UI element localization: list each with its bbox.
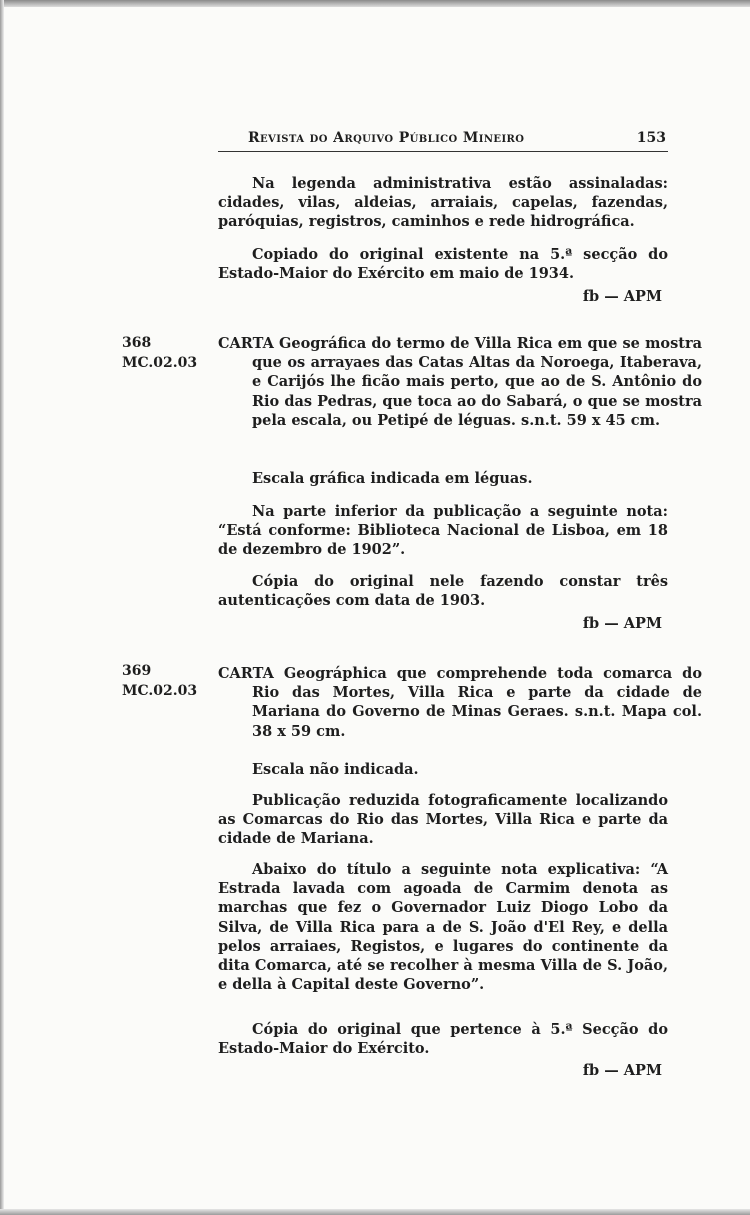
paragraph-scale: Escala gráfica indicada em léguas. [252, 470, 533, 487]
entry-title-368: CARTA Geográfica do termo de Villa Rica em que se mostra que os arrayaes das Catas Altas da Noroega, Itaberava, e Carijós lhe ficão mais perto, que ao de S. Antônio do Rio das Pedras, que toca ao do Sabará, o que se mostra pela escala, ou Petipé de léguas. s.n.t. 59 x 45 cm. [218, 335, 702, 429]
paragraph-copy: Cópia do original nele fazendo constar três autenticações com data de 1903. [218, 573, 668, 610]
paragraph-note: Na parte inferior da publicação a seguinte nota: “Está conforme: Biblioteca Nacional de Lisboa, em 18 de dezembro de 1902”. [218, 503, 668, 559]
entry-number: 369 [122, 663, 152, 679]
scan-edge-top [0, 0, 750, 7]
catalog-code-368 [122, 333, 212, 373]
entry-code: MC.02.03 [122, 355, 198, 371]
scan-edge-left [0, 0, 4, 1215]
entry-number: 368 [122, 335, 152, 351]
scan-edge-bottom [0, 1209, 750, 1215]
catalog-code-369 [122, 661, 212, 701]
paragraph-publication: Publicação reduzida fotograficamente localizando as Comarcas do Rio das Mortes, Villa Rica e parte da cidade de Mariana. [218, 792, 668, 848]
paragraph-explanatory-note: Abaixo do título a seguinte nota explicativa: “A Estrada lavada com agoada de Carmim denota as marchas que fez o Governador Luiz Diogo Lobo da Silva, de Villa Rica para a de S. João d'El Rey, e della pelos arraiaes, Registos, e lugares do continente da dita Comarca, até se recolher à mesma Villa de S. João, e della à Capital deste Governo”. [218, 861, 668, 994]
page-number: 153 [636, 130, 666, 146]
signature: fb — APM [582, 1062, 662, 1079]
running-title: Revista do Arquivo Público Mineiro [248, 130, 525, 146]
paragraph-copy-note: Copiado do original existente na 5.ª secção do Estado-Maior do Exército em maio de 1934. [218, 246, 668, 283]
page-header [218, 129, 668, 152]
entry-code: MC.02.03 [122, 683, 198, 699]
paragraph-copy: Cópia do original que pertence à 5.ª Secção do Estado-Maior do Exército. [218, 1021, 668, 1058]
paragraph-legend: Na legenda administrativa estão assinaladas: cidades, vilas, aldeias, arraiais, capelas, fazendas, paróquias, registros, caminhos e rede hidrográfica. [218, 175, 668, 231]
paragraph-scale: Escala não indicada. [252, 761, 419, 778]
signature: fb — APM [582, 615, 662, 632]
entry-title-369: CARTA Geográphica que comprehende toda comarca do Rio das Mortes, Villa Rica e parte da cidade de Mariana do Governo de Minas Geraes. s.n.t. Mapa col. 38 x 59 cm. [218, 665, 702, 740]
signature: fb — APM [582, 288, 662, 305]
